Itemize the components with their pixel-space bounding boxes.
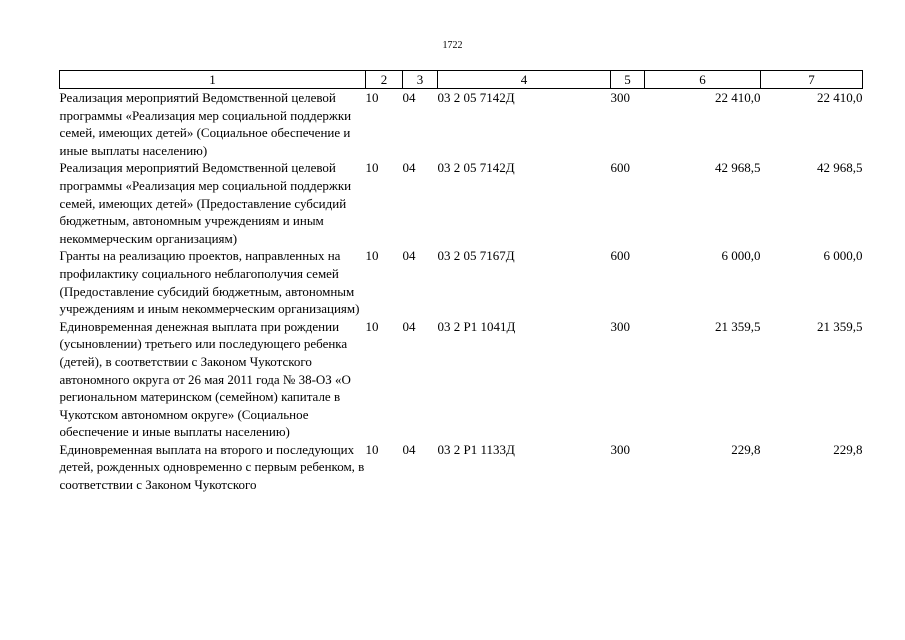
item-name: Единовременная выплата на второго и последующих детей, рожденных одновременно с первым ребенком, в соответствии с Законом Чукотского xyxy=(59,441,365,493)
amount-year-1: 229,8 xyxy=(731,441,761,457)
amount-year-2: 6 000,0 xyxy=(823,248,863,264)
subsection-code: 04 xyxy=(402,160,416,176)
subsection-code: 04 xyxy=(402,318,416,334)
subsection-code: 04 xyxy=(402,90,416,105)
column-header: 1 xyxy=(60,71,366,89)
column-header: 2 xyxy=(366,71,403,89)
column-header: 7 xyxy=(761,71,863,89)
subsection-code: 04 xyxy=(402,248,416,264)
column-header: 4 xyxy=(438,71,611,89)
item-name: Реализация мероприятий Ведомственной целевой программы «Реализация мер социальной поддержки семей, имеющих детей» (Предоставление субсидий бюджетным, автономным учреждениям и иным некоммерческим организациям) xyxy=(59,160,352,246)
section-code: 10 xyxy=(365,90,379,105)
section-code: 10 xyxy=(365,441,379,457)
budget-table xyxy=(59,70,863,494)
table-row xyxy=(60,247,863,317)
item-name: Единовременная денежная выплата при рождении (усыновлении) третьего или последующего ребенка (детей), в соответствии с Законом Чукотского автономного округа от 26 мая 2011 года № 38-ОЗ «О региональном материнском (семейном) капитале в Чукотском автономном округе» (Социальное обеспечение и иные выплаты населению) xyxy=(59,318,351,440)
column-header: 6 xyxy=(645,71,761,89)
amount-year-2: 22 410,0 xyxy=(817,90,863,105)
section-code: 10 xyxy=(365,160,379,176)
target-article-code: 03 2 P1 1133Д xyxy=(437,441,515,457)
amount-year-1: 22 410,0 xyxy=(715,90,761,105)
table-row xyxy=(60,159,863,247)
table-header-row xyxy=(60,71,863,89)
amount-year-1: 21 359,5 xyxy=(715,318,761,334)
subsection-code: 04 xyxy=(402,441,416,457)
table-row xyxy=(60,441,863,494)
section-code: 10 xyxy=(365,248,379,264)
target-article-code: 03 2 05 7142Д xyxy=(437,90,515,105)
expense-type-code: 600 xyxy=(610,248,630,264)
item-name: Реализация мероприятий Ведомственной целевой программы «Реализация мер социальной поддержки семей, имеющих детей» (Социальное обеспечение и иные выплаты населению) xyxy=(59,90,352,158)
target-article-code: 03 2 05 7167Д xyxy=(437,248,515,264)
amount-year-2: 21 359,5 xyxy=(817,318,863,334)
table-row xyxy=(60,89,863,160)
target-article-code: 03 2 P1 1041Д xyxy=(437,318,516,334)
expense-type-code: 300 xyxy=(610,318,630,334)
table-row xyxy=(60,318,863,441)
section-code: 10 xyxy=(365,318,379,334)
column-header: 5 xyxy=(611,71,645,89)
page-number: 1722 xyxy=(442,40,463,51)
item-name: Гранты на реализацию проектов, направленных на профилактику социального неблагополучия семей (Предоставление субсидий бюджетным, автономным учреждениям и иным некоммерческим организациям) xyxy=(59,248,360,317)
amount-year-2: 42 968,5 xyxy=(817,160,863,176)
amount-year-2: 229,8 xyxy=(833,441,863,457)
amount-year-1: 42 968,5 xyxy=(715,160,761,176)
expense-type-code: 300 xyxy=(610,90,630,105)
column-header: 3 xyxy=(403,71,438,89)
amount-year-1: 6 000,0 xyxy=(721,248,761,264)
expense-type-code: 300 xyxy=(610,441,630,457)
target-article-code: 03 2 05 7142Д xyxy=(437,160,515,176)
expense-type-code: 600 xyxy=(610,160,630,176)
